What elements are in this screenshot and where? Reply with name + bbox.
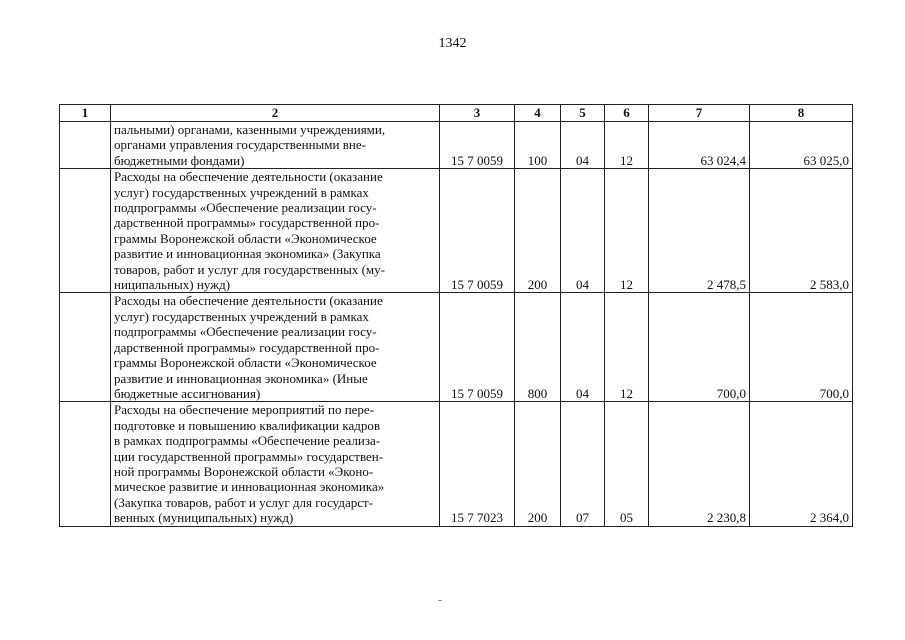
header-col-6: 6 xyxy=(605,105,649,122)
section-cell: 04 xyxy=(561,293,605,402)
row-number-cell xyxy=(60,402,111,526)
subsection-cell: 05 xyxy=(605,402,649,526)
header-col-4: 4 xyxy=(515,105,561,122)
amount-col7-cell: 700,0 xyxy=(649,293,750,402)
page-number: 1342 xyxy=(438,36,467,51)
scan-mark xyxy=(438,600,442,601)
subsection-cell: 12 xyxy=(605,169,649,293)
expense-type-cell: 200 xyxy=(515,402,561,526)
expense-type-cell: 800 xyxy=(515,293,561,402)
amount-col8-cell: 2 364,0 xyxy=(750,402,853,526)
description-cell: Расходы на обеспечение деятельности (оказание услуг) государственных учреждений в рамках подпрограммы «Обеспечение реализации госу- дарственной программы» государственной про- граммы Воронежской области «Экономическое развитие и инновационная экономика» (Закупка товаров, работ и услуг для государственных (му- ниципальных) нужд) xyxy=(111,169,440,293)
table-row xyxy=(60,402,853,526)
amount-col8-cell: 2 583,0 xyxy=(750,169,853,293)
header-col-8: 8 xyxy=(750,105,853,122)
table-row xyxy=(60,169,853,293)
target-code-cell: 15 7 0059 xyxy=(440,122,515,169)
row-number-cell xyxy=(60,169,111,293)
target-code-cell: 15 7 7023 xyxy=(440,402,515,526)
table-header-row xyxy=(60,105,853,122)
table-row xyxy=(60,122,853,169)
target-code-cell: 15 7 0059 xyxy=(440,169,515,293)
header-col-1: 1 xyxy=(60,105,111,122)
amount-col8-cell: 63 025,0 xyxy=(750,122,853,169)
section-cell: 07 xyxy=(561,402,605,526)
table-row xyxy=(60,293,853,402)
subsection-cell: 12 xyxy=(605,293,649,402)
amount-col7-cell: 2 478,5 xyxy=(649,169,750,293)
row-number-cell xyxy=(60,122,111,169)
budget-table xyxy=(59,104,853,527)
amount-col8-cell: 700,0 xyxy=(750,293,853,402)
expense-type-cell: 100 xyxy=(515,122,561,169)
description-cell: Расходы на обеспечение деятельности (оказание услуг) государственных учреждений в рамках подпрограммы «Обеспечение реализации госу- дарственной программы» государственной про- граммы Воронежской области «Экономическое развитие и инновационная экономика» (Иные бюджетные ассигнования) xyxy=(111,293,440,402)
amount-col7-cell: 2 230,8 xyxy=(649,402,750,526)
target-code-cell: 15 7 0059 xyxy=(440,293,515,402)
description-cell: пальными) органами, казенными учреждениями, органами управления государственными вне- бюджетными фондами) xyxy=(111,122,440,169)
section-cell: 04 xyxy=(561,122,605,169)
row-number-cell xyxy=(60,293,111,402)
description-cell: Расходы на обеспечение мероприятий по пере- подготовке и повышению квалификации кадров в рамках подпрограммы «Обеспечение реализа- ции государственной программы» государствен- ной программы Воронежской области «Эконо- мическое развитие и инновационная экономика» (Закупка товаров, работ и услуг для государст- венных (муниципальных) нужд) xyxy=(111,402,440,526)
amount-col7-cell: 63 024,4 xyxy=(649,122,750,169)
expense-type-cell: 200 xyxy=(515,169,561,293)
header-col-5: 5 xyxy=(561,105,605,122)
header-col-2: 2 xyxy=(111,105,440,122)
subsection-cell: 12 xyxy=(605,122,649,169)
section-cell: 04 xyxy=(561,169,605,293)
header-col-7: 7 xyxy=(649,105,750,122)
header-col-3: 3 xyxy=(440,105,515,122)
